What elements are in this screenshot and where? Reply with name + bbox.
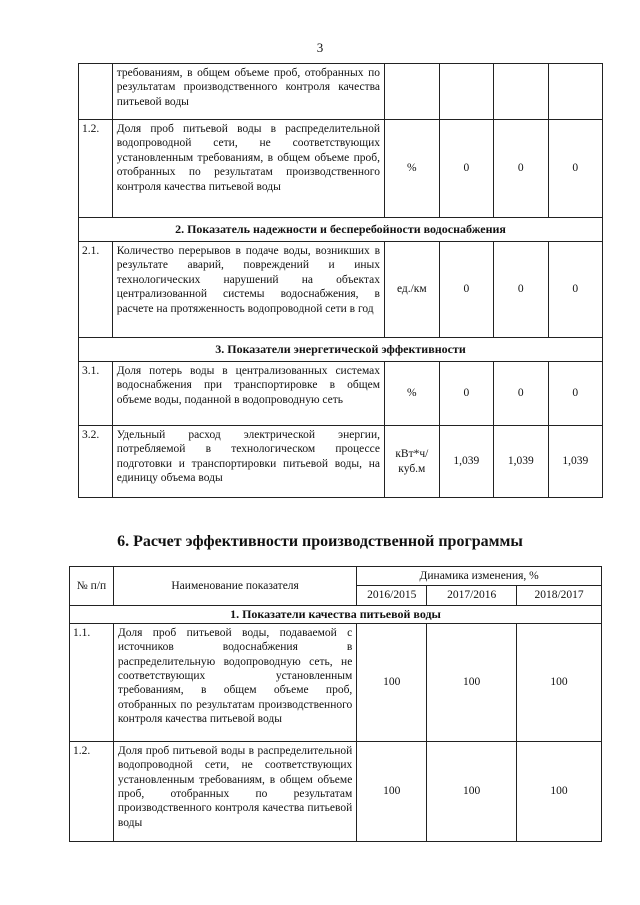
row-number: 3.2. (79, 426, 113, 498)
unit-cell: % (385, 120, 440, 218)
value-cell (548, 64, 602, 120)
row-number: 1.2. (79, 120, 113, 218)
efficiency-table (69, 566, 602, 842)
header-year: 2016/2015 (357, 586, 427, 605)
indicator-name: Удельный расход электрической энергии, потребляемой в технологическом процессе подготовки и транспортировки питьевой воды, на единицу объема воды (112, 426, 384, 498)
header-number: № п/п (70, 567, 114, 606)
value-cell (494, 64, 548, 120)
row-number: 1.1. (70, 623, 114, 741)
value-cell: 100 (357, 623, 427, 741)
indicator-name: Доля проб питьевой воды, подаваемой с источников водоснабжения в распределительную водопроводную сеть, не соответствующих установленным требованиям, в общем объеме проб, отобранных по результатам производственного контроля качества питьевой воды (113, 623, 356, 741)
table-row (79, 362, 603, 426)
unit-cell: ед./км (385, 242, 440, 338)
value-cell: 1,039 (439, 426, 493, 498)
unit-cell: % (385, 362, 440, 426)
value-cell: 0 (439, 120, 493, 218)
indicator-name: Доля потерь воды в централизованных системах водоснабжения при транспортировке в общем объеме воды, поданной в водопроводную сеть (112, 362, 384, 426)
value-cell: 100 (427, 741, 517, 841)
value-cell: 1,039 (494, 426, 548, 498)
row-number (79, 64, 113, 120)
value-cell: 0 (548, 362, 602, 426)
value-cell: 100 (517, 741, 602, 841)
indicator-name: Доля проб питьевой воды в распределительной водопроводной сети, не соответствующих установленным требованиям, в общем объеме проб, отобранных по результатам производственного контроля качества питьевой воды (112, 120, 384, 218)
value-cell: 100 (427, 623, 517, 741)
table-row (79, 120, 603, 218)
value-cell: 0 (494, 362, 548, 426)
table-row (70, 741, 602, 841)
unit-cell (385, 64, 440, 120)
indicator-name: Количество перерывов в подаче воды, возникших в результате аварий, повреждений и иных технологических нарушений на объектах централизованной системы водоснабжения, в расчете на протяженность водопроводной сети в год (112, 242, 384, 338)
table-row (79, 426, 603, 498)
header-dynamics: Динамика изменения, % (357, 567, 602, 586)
value-cell: 0 (494, 242, 548, 338)
indicator-name: требованиям, в общем объеме проб, отобранных по результатам производственного контроля качества питьевой воды (112, 64, 384, 120)
table-row (70, 623, 602, 741)
value-cell: 1,039 (548, 426, 602, 498)
value-cell: 0 (548, 242, 602, 338)
section-heading: 1. Показатели качества питьевой воды (70, 605, 602, 623)
value-cell: 100 (357, 741, 427, 841)
row-number: 2.1. (79, 242, 113, 338)
value-cell (439, 64, 493, 120)
unit-cell: кВт*ч/куб.м (385, 426, 440, 498)
header-year: 2017/2016 (427, 586, 517, 605)
page-number: 3 (316, 40, 324, 55)
table-row (79, 64, 603, 120)
header-year: 2018/2017 (517, 586, 602, 605)
value-cell: 0 (439, 242, 493, 338)
indicator-name: Доля проб питьевой воды в распределительной водопроводной сети, не соответствующих установленным требованиям, в общем объеме проб, отобранных по результатам производственного контроля качества питьевой воды (113, 741, 356, 841)
section-heading: 3. Показатели энергетической эффективности (79, 338, 603, 362)
table-row (79, 242, 603, 338)
indicators-table (78, 63, 603, 498)
value-cell: 0 (494, 120, 548, 218)
section-title: 6. Расчет эффективности производственной программы (117, 533, 523, 550)
value-cell: 0 (439, 362, 493, 426)
value-cell: 0 (548, 120, 602, 218)
row-number: 3.1. (79, 362, 113, 426)
value-cell: 100 (517, 623, 602, 741)
section-heading: 2. Показатель надежности и бесперебойности водоснабжения (79, 218, 603, 242)
header-indicator-name: Наименование показателя (113, 567, 356, 606)
row-number: 1.2. (70, 741, 114, 841)
